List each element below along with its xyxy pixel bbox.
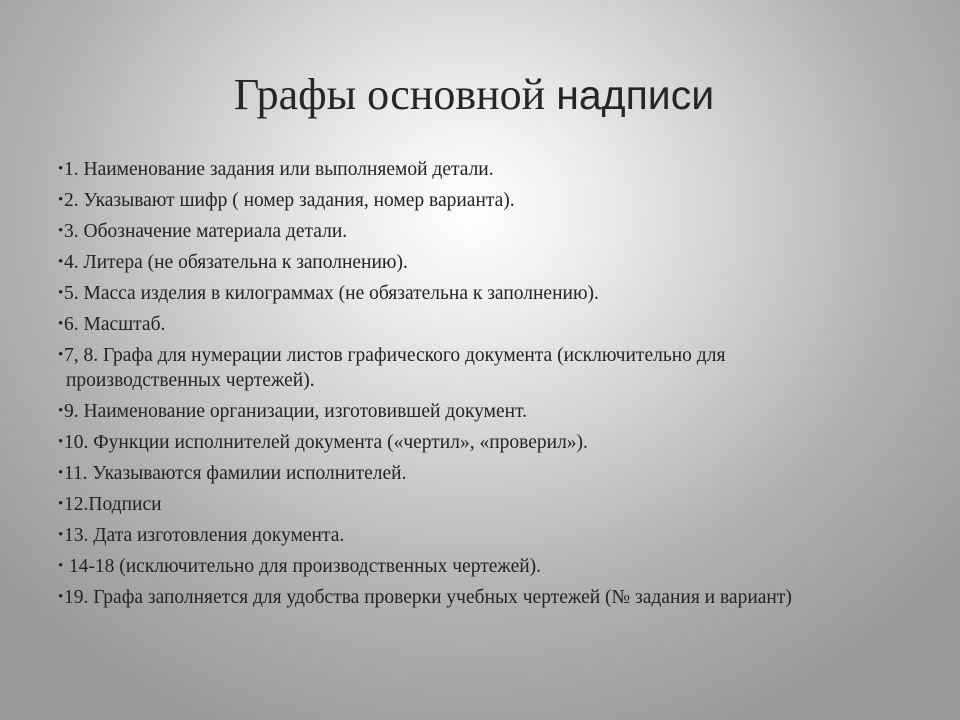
list-item [58, 492, 938, 517]
slide-title [0, 66, 948, 124]
bullet-icon: • [58, 254, 64, 270]
list-item [58, 281, 938, 306]
list-item-text: 5. Масса изделия в килограммах (не обязательна к заполнению). [64, 283, 599, 304]
list-item-text: 6. Масштаб. [64, 314, 166, 335]
list-item [58, 219, 938, 244]
bullet-list [58, 157, 938, 616]
list-item-text: 1. Наименование задания или выполняемой детали. [64, 159, 494, 180]
bullet-icon: • [58, 465, 64, 481]
list-item [58, 250, 938, 275]
bullet-icon: • [58, 347, 64, 363]
list-item-text: 11. Указываются фамилии исполнителей. [64, 463, 407, 484]
list-item [58, 430, 938, 455]
list-item-text: 3. Обозначение материала детали. [64, 221, 348, 242]
list-item-text: 19. Графа заполняется для удобства проверки учебных чертежей (№ задания и вариант) [64, 587, 792, 608]
list-item-text: 2. Указывают шифр ( номер задания, номер варианта). [64, 190, 515, 211]
bullet-icon: • [58, 403, 64, 419]
slide-title-part2: надписи [556, 72, 715, 118]
list-item-text: 9. Наименование организации, изготовившей документ. [64, 401, 528, 422]
list-item [58, 343, 938, 393]
bullet-icon: • [58, 496, 64, 512]
list-item [58, 585, 938, 610]
list-item-text-continued: производственных чертежей). [66, 370, 315, 391]
bullet-icon: • [58, 316, 64, 332]
slide-title-part1: Графы основной [233, 70, 557, 119]
list-item [58, 554, 938, 579]
list-item-text: 14-18 (исключительно для производственных чертежей). [64, 556, 542, 577]
bullet-icon: • [58, 285, 64, 301]
bullet-icon: • [58, 192, 64, 208]
list-item [58, 523, 938, 548]
list-item-text: 12.Подписи [64, 494, 162, 515]
list-item [58, 461, 938, 486]
list-item-text: 13. Дата изготовления документа. [64, 525, 345, 546]
list-item-text: 4. Литера (не обязательна к заполнению). [64, 252, 408, 273]
list-item-text: 10. Функции исполнителей документа («чертил», «проверил»). [64, 432, 588, 453]
list-item [58, 399, 938, 424]
list-item [58, 312, 938, 337]
bullet-icon: • [58, 589, 64, 605]
bullet-icon: • [58, 527, 64, 543]
list-item [58, 188, 938, 213]
list-item [58, 157, 938, 182]
bullet-icon: • [58, 434, 64, 450]
bullet-icon: • [58, 223, 64, 239]
bullet-icon: • [58, 558, 64, 574]
bullet-icon: • [58, 161, 64, 177]
list-item-text: 7, 8. Графа для нумерации листов графического документа (исключительно для [64, 345, 726, 366]
